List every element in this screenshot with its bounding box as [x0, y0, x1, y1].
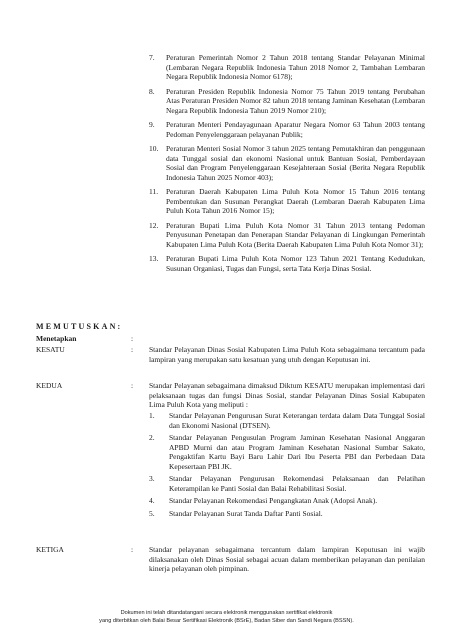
kesatu-colon: :: [131, 345, 134, 354]
list-item-number: 2.: [149, 433, 155, 442]
kedua-text: Standar Pelayanan sebagaimana dimaksud Diktum KESATU merupakan implementasi dari pelaksanaan tugas dan fungsi Dinas Sosial, standar Pelayanan Dinas Sosial Kabupaten Lima Puluh Kota yang meliputi :: [149, 381, 425, 409]
list-item: [149, 433, 425, 471]
list-item-number: 10.: [149, 144, 159, 153]
list-item-text: Peraturan Daerah Kabupaten Lima Puluh Kota Nomor 15 Tahun 2016 tentang Pembentukan dan Susunan Perangkat Daerah (Lembaran Daerah Kabupaten Lima Puluh Kota Tahun 2016 Nomor 15);: [166, 187, 425, 215]
list-item-number: 13.: [149, 254, 159, 263]
list-item-text: Peraturan Menteri Sosial Nomor 3 tahun 2025 tentang Pemutakhiran dan penggunaan data Tunggal sosial dan ekonomi Nasional untuk Bantuan Sosial, Pemberdayaan Sosial dan Program Penyelenggaraan Kesejahteraan Sosial (Berita Negara Republik Indonesia Tahun 2025 Nomor 403);: [166, 144, 425, 182]
list-item: [149, 509, 425, 519]
kedua-colon: :: [131, 381, 134, 390]
list-item-number: 1.: [149, 411, 155, 420]
list-item-text: Peraturan Menteri Pendayagunaan Aparatur Negara Nomor 63 Tahun 2003 tentang Pedoman Penyelenggaraan pelayanan Publik;: [166, 120, 425, 139]
list-item: [149, 474, 425, 493]
ketiga-colon: :: [131, 545, 134, 554]
list-item-text: Standar Pelayanan Pengurusan Surat Keterangan terdata dalam Data Tunggal Sosial dan Ekonomi Nasional (DTSEN).: [169, 411, 425, 430]
ketiga-text: Standar pelayanan sebagaimana tercantum dalam lampiran Keputusan ini wajib dilaksanakan oleh Dinas Sosial sebagai acuan dalam memberikan pelayanan dan penilaian kinerja pelayanan oleh pimpinan.: [149, 545, 425, 573]
kesatu-label: KESATU: [36, 345, 65, 354]
list-item-number: 5.: [149, 508, 155, 518]
list-item-text: Peraturan Bupati Lima Puluh Kota Nomor 31 Tahun 2013 tentang Pedoman Penyusunan Penetapan dan Penerapan Standar Pelayanan di Lingkungan Pemerintah Kabupaten Lima Puluh Kota (Berita Daerah Kabupaten Lima Puluh Kota Nomor 31);: [166, 220, 425, 249]
footer-line-1: Dokumen ini telah ditandatangani secara elektronik menggunakan sertifikat elektronik: [120, 610, 333, 616]
list-item-number: 7.: [149, 53, 155, 62]
list-item-text: Standar Pelayanan Pengurusan Rekomendasi Pelaksanaan dan Pelatihan Keterampilan ke Panti Sosial dan Balai Rehabilitasi Sosial.: [169, 474, 425, 493]
list-item-number: 12.: [149, 220, 159, 230]
kesatu-text: Standar Pelayanan Dinas Sosial Kabupaten Lima Puluh Kota sebagaimana tercantum pada lampiran yang merupakan satu kesatuan yang utuh dengan Keputusan ini.: [149, 345, 425, 364]
list-item: [149, 221, 425, 250]
list-item: [149, 87, 425, 116]
list-item-text: Peraturan Bupati Lima Puluh Kota Nomor 123 Tahun 2021 Tentang Kedudukan, Susunan Organiasi, Tugas dan Fungsi, serta Tata Kerja Dinas Sosial.: [166, 254, 425, 273]
list-item: [149, 254, 425, 273]
footer-line-2: yang diterbitkan oleh Balai Besar Sertifikasi Elektronik (BSrE), Badan Siber dan Sandi Negara (BSSN).: [99, 617, 354, 624]
list-item-number: 4.: [149, 496, 155, 505]
list-item: [149, 411, 425, 430]
list-item: [149, 496, 425, 506]
ketiga-label: KETIGA: [36, 545, 64, 554]
list-item-text: Peraturan Presiden Republik Indonesia Nomor 75 Tahun 2019 tentang Perubahan Atas Peraturan Presiden Nomor 82 tahun 2018 tentang Jaminan Kesehatan (Lembaran Negara Republik Indonesia Tahun 2019 Nomor 210);: [166, 86, 425, 115]
kedua-label: KEDUA: [36, 381, 63, 390]
list-item-number: 11.: [149, 187, 159, 196]
list-item-text: Peraturan Pemerintah Nomor 2 Tahun 2018 tentang Standar Pelayanan Minimal (Lembaran Negara Republik Indonesia Tahun 2018 Nomor 2, Tambahan Lembaran Negara Republik Indonesia Nomor 6178);: [166, 53, 425, 81]
kedua-service-list: [149, 411, 425, 521]
e-signature-footer: [0, 610, 453, 625]
list-item-text: Standar Pelayanan Rekomendasi Pengangkatan Anak (Adopsi Anak).: [169, 496, 378, 505]
list-item-number: 3.: [149, 474, 155, 483]
list-item-number: 9.: [149, 120, 155, 129]
list-item: [149, 187, 425, 216]
menetapkan-label: Menetapkan: [36, 334, 77, 343]
regulation-list: [149, 53, 425, 278]
list-item-number: 8.: [149, 86, 155, 96]
memutuskan-heading: MEMUTUSKAN:: [36, 322, 123, 331]
menetapkan-colon: :: [131, 334, 134, 343]
list-item: [149, 144, 425, 182]
list-item-text: Standar Pelayanan Surat Tanda Daftar Panti Sosial.: [169, 508, 323, 518]
list-item: [149, 53, 425, 82]
list-item: [149, 120, 425, 139]
list-item-text: Standar Pelayanan Pengusulan Program Jaminan Kesehatan Nasional Anggaran APBD Murni dan atau Program Jaminan Kesehatan Nasional Sumbar Sakato, Pengaktifan Kartu Bayi Baru Lahir Dari Ibu Peserta PBI dan Perbedaan Data Kepesertaan PBI JK.: [169, 433, 425, 471]
